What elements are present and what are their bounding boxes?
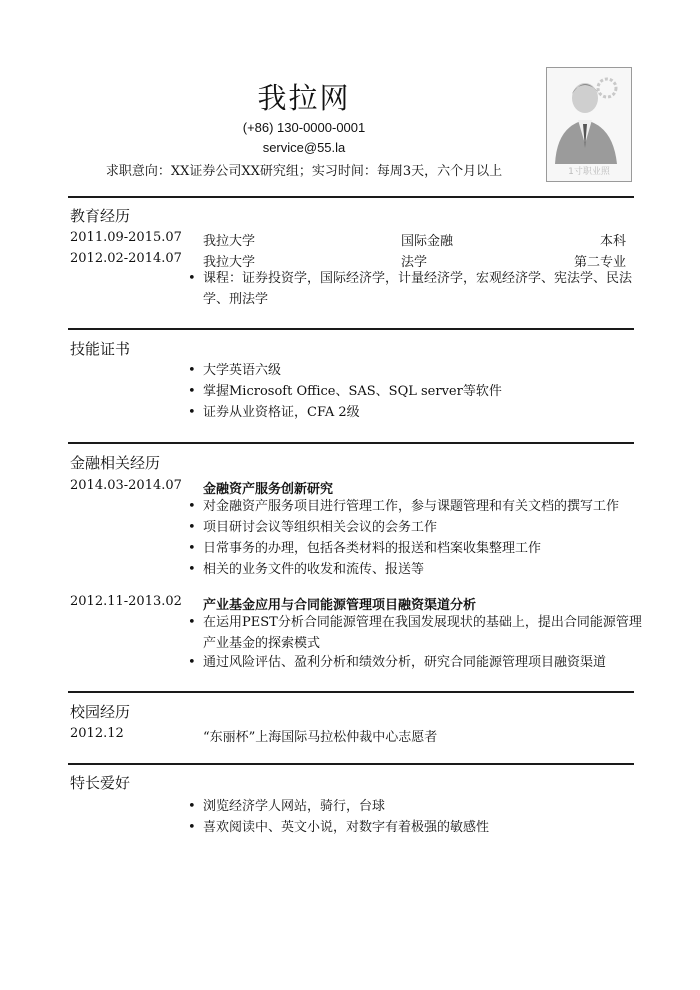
email-address: service@55.la [262, 140, 346, 155]
experience-bullet: • 相关的业务文件的收发和流传、报送等 [188, 559, 643, 580]
education-row [70, 251, 626, 269]
experience-bullet: • 项目研讨会议等组织相关会议的会务工作 [188, 517, 643, 538]
education-degree: 本科 [599, 234, 626, 249]
experience-header [70, 478, 626, 496]
section-title-education: 教育经历 [70, 207, 131, 225]
section-divider [68, 763, 634, 765]
experience-bullet: • 对金融资产服务项目进行管理工作，参与课题管理和有关文档的撰写工作 [188, 496, 643, 517]
experience-project: 产业基金应用与合同能源管理项目融资渠道分析 [203, 598, 477, 613]
section-divider [68, 691, 634, 693]
campus-activity: “东丽杯”上海国际马拉松仲裁中心志愿者 [203, 730, 438, 745]
applicant-name: 我拉网 [257, 81, 351, 115]
education-major: 国际金融 [401, 234, 454, 249]
education-major: 法学 [401, 255, 428, 270]
section-divider [68, 442, 634, 444]
section-title-hobbies: 特长爱好 [70, 774, 131, 792]
phone-number: (+86) 130-0000-0001 [242, 120, 366, 135]
education-date: 2011.09-2015.07 [70, 230, 182, 245]
experience-header [70, 594, 626, 612]
education-courses: • 课程：证券投资学，国际经济学，计量经济学，宏观经济学、宪法学、民法学、刑法学 [188, 268, 643, 310]
skill-item: • 掌握Microsoft Office、SAS、SQL server等软件 [188, 381, 643, 402]
section-title-finance: 金融相关经历 [70, 454, 161, 472]
campus-date: 2012.12 [70, 726, 124, 741]
experience-date: 2014.03-2014.07 [70, 478, 182, 493]
education-school: 我拉大学 [203, 234, 256, 249]
job-intent: 求职意向：XX证券公司XX研究组；实习时间：每周3天，六个月以上 [105, 164, 503, 179]
education-degree: 第二专业 [573, 255, 626, 270]
education-date: 2012.02-2014.07 [70, 251, 182, 266]
education-school: 我拉大学 [203, 255, 256, 270]
experience-project: 金融资产服务创新研究 [203, 482, 334, 497]
section-title-skills: 技能证书 [70, 340, 131, 358]
section-divider [68, 328, 634, 330]
experience-bullet: • 日常事务的办理，包括各类材料的报送和档案收集整理工作 [188, 538, 643, 559]
experience-date: 2012.11-2013.02 [70, 594, 182, 609]
skill-item: • 证券从业资格证，CFA 2级 [188, 402, 643, 423]
profile-photo [546, 67, 632, 182]
hobby-item: • 浏览经济学人网站，骑行，台球 [188, 796, 643, 817]
section-title-campus: 校园经历 [70, 703, 131, 721]
section-divider [68, 196, 634, 198]
photo-caption: 1寸职业照 [568, 167, 610, 177]
hobby-item: • 喜欢阅读中、英文小说，对数字有着极强的敏感性 [188, 817, 643, 838]
campus-row [70, 726, 626, 744]
experience-bullet: • 在运用PEST分析合同能源管理在我国发展现状的基础上，提出合同能源管理产业基金的探索模式 [188, 612, 643, 654]
skill-item: • 大学英语六级 [188, 360, 643, 381]
education-row [70, 230, 626, 248]
experience-bullet: • 通过风险评估、盈利分析和绩效分析，研究合同能源管理项目融资渠道 [188, 652, 643, 673]
